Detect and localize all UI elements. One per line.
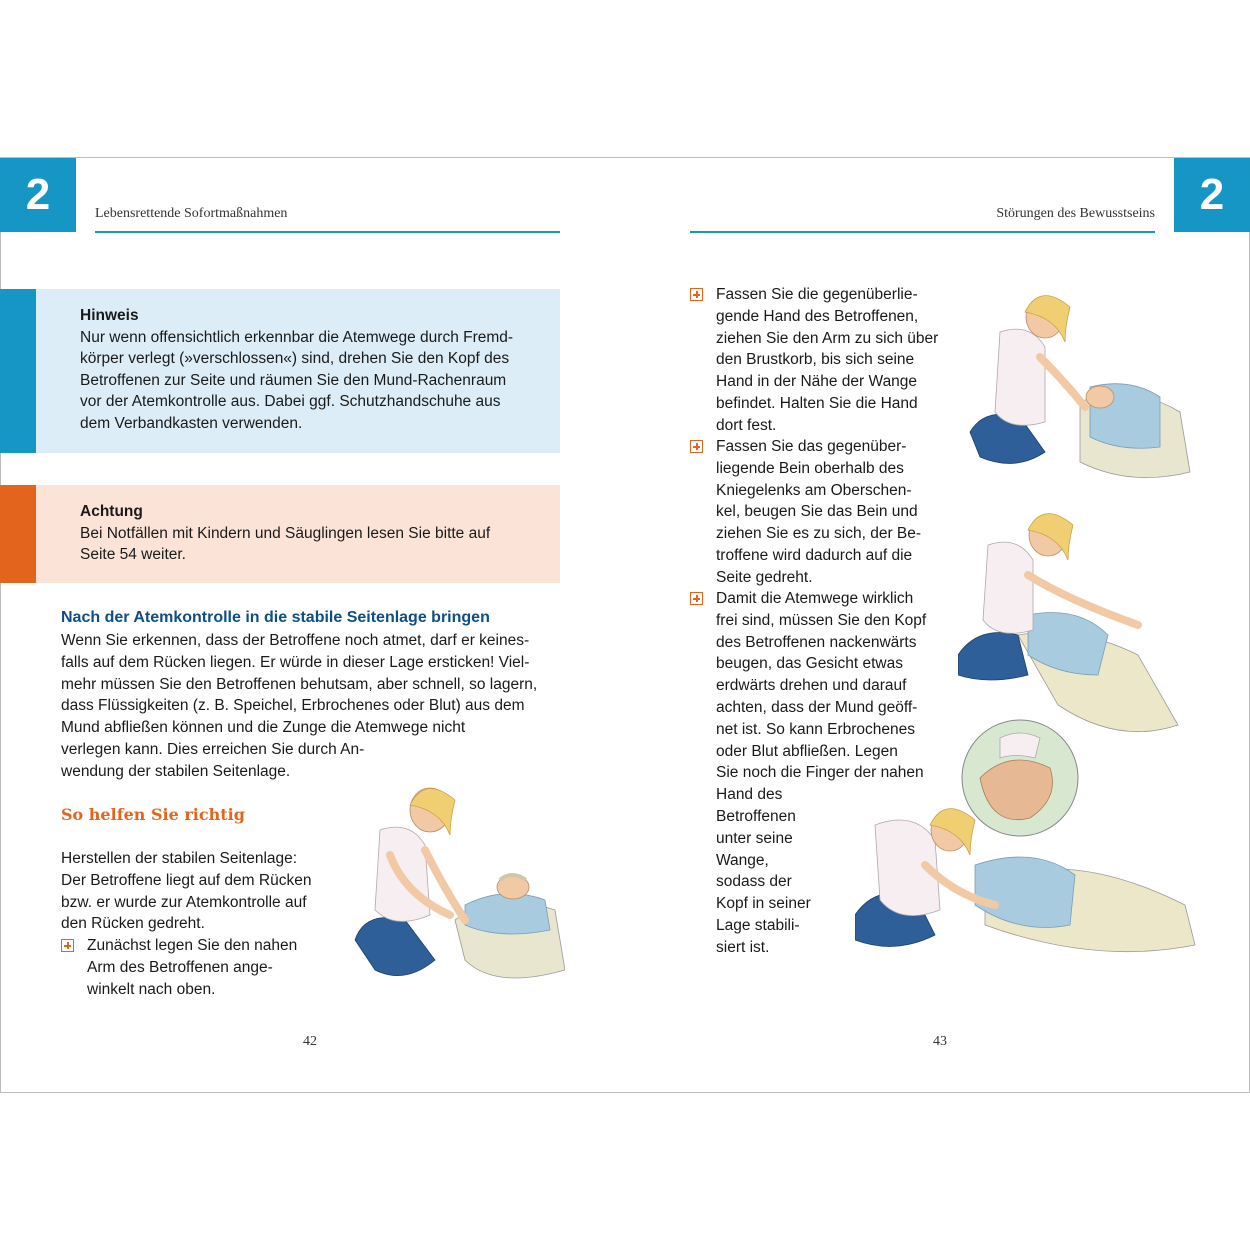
hinweis-content [80, 305, 540, 434]
achtung-bar [0, 485, 36, 583]
illustration-recovery-position [855, 805, 1205, 975]
bullet-line: liegende Bein oberhalb des [716, 459, 904, 477]
bullet-line: unter seine [716, 829, 793, 847]
hinweis-line: Betroffenen zur Seite und räumen Sie den Mund-Rachenraum [80, 371, 507, 389]
bullet-line: Fassen Sie die gegenüberlie- [716, 286, 918, 303]
plus-square-icon [61, 939, 74, 952]
bullet-line: kel, beugen Sie das Bein und [716, 503, 918, 521]
hinweis-line: körper verlegt (»verschlossen«) sind, drehen Sie den Kopf des [80, 350, 510, 367]
body-line: bzw. er wurde zur Atemkontrolle auf [61, 893, 307, 911]
page-number-right: 43 [933, 1034, 947, 1049]
body-line: Der Betroffene liegt auf dem Rücken [61, 871, 312, 889]
body-line: den Rücken gedreht. [61, 915, 205, 933]
achtung-box [0, 485, 560, 583]
section-heading: Nach der Atemkontrolle in die stabile Seitenlage bringen [61, 609, 490, 626]
bullet-line: gende Hand des Betroffenen, [716, 307, 919, 325]
running-head-left: Lebensrettende Sofortmaßnahmen [95, 206, 288, 221]
achtung-title: Achtung [80, 503, 143, 520]
body-line: dass Flüssigkeiten (z. B. Speichel, Erbrochenes oder Blut) aus dem [61, 697, 525, 715]
bullet-line: Hand des [716, 786, 783, 804]
bullet-line: Hand in der Nähe der Wange [716, 373, 918, 391]
hinweis-title: Hinweis [80, 307, 139, 324]
bullet-line: befindet. Halten Sie die Hand [716, 394, 918, 412]
illustration-kneeling-helper [335, 780, 565, 995]
bullet-line: Lage stabili- [716, 916, 800, 934]
bullet-line: Betroffenen [716, 807, 796, 825]
head-rule-left [95, 231, 560, 233]
body-line: Wenn Sie erkennen, dass der Betroffene noch atmet, darf er keines- [61, 632, 530, 649]
bullet-line: Seite gedreht. [716, 568, 813, 586]
body-line: Herstellen der stabilen Seitenlage: [61, 850, 298, 867]
bullet-line: Arm des Betroffenen ange- [87, 958, 273, 976]
bullet-line: achten, dass der Mund geöff- [716, 698, 918, 716]
hinweis-box [0, 289, 560, 453]
body-line: Mund abfließen können und die Zunge die Atemwege nicht [61, 719, 466, 737]
bullet-line: dort fest. [716, 416, 777, 434]
hinweis-line: Nur wenn offensichtlich erkennbar die Atemwege durch Fremd- [80, 328, 514, 346]
chapter-number-left: 2 [0, 158, 76, 232]
bullet-line: Damit die Atemwege wirklich [716, 590, 914, 607]
bullet-text [716, 284, 976, 437]
bullet-line: sodass der [716, 873, 792, 891]
body-line: mehr müssen Sie den Betroffenen behutsam, aber schnell, so lagern, [61, 675, 538, 693]
bullet-text [87, 935, 347, 1000]
bullet-line: Fassen Sie das gegenüber- [716, 438, 907, 455]
bullet-line: net ist. So kann Erbrochenes [716, 720, 916, 738]
bullet-line: Zunächst legen Sie den nahen [87, 937, 298, 954]
head-rule-right [690, 231, 1155, 233]
plus-square-icon [690, 288, 703, 301]
bullet-line: Kopf in seiner [716, 895, 811, 913]
plus-square-icon [690, 440, 703, 453]
bullet-line: Kniegelenks am Oberschen- [716, 481, 912, 499]
bullet-line: ziehen Sie es zu sich, der Be- [716, 525, 922, 543]
bullet-line: frei sind, müssen Sie den Kopf [716, 611, 927, 629]
bullet-line: winkelt nach oben. [87, 980, 216, 998]
bullet-line: den Brustkorb, bis sich seine [716, 351, 915, 369]
help-heading: So helfen Sie richtig [61, 805, 245, 824]
bullet-line: Wange, [716, 851, 769, 869]
bullet-line: beugen, das Gesicht etwas [716, 655, 903, 673]
bullet-line: des Betroffenen nackenwärts [716, 633, 917, 651]
help-body [61, 848, 341, 935]
bullet-line: erdwärts drehen und darauf [716, 677, 907, 695]
bullet-line: oder Blut abfließen. Legen [716, 742, 898, 760]
body-line: verlegen kann. Dies erreichen Sie durch An- [61, 740, 365, 758]
chapter-number-right: 2 [1174, 158, 1250, 232]
achtung-content [80, 501, 540, 566]
plus-square-icon [690, 592, 703, 605]
hinweis-line: dem Verbandkasten verwenden. [80, 414, 303, 432]
achtung-line: Seite 54 weiter. [80, 546, 186, 563]
running-head-right: Störungen des Bewusstseins [996, 206, 1155, 221]
body-line: wendung der stabilen Seitenlage. [61, 762, 291, 780]
bullet-line: siert ist. [716, 938, 770, 956]
bullet-text [716, 436, 976, 589]
bullet-line: Sie noch die Finger der nahen [716, 764, 924, 782]
page-number-left: 42 [303, 1034, 317, 1049]
illustration-arm-over-chest [960, 292, 1200, 492]
bullet-line: ziehen Sie den Arm zu sich über [716, 329, 939, 347]
hinweis-line: vor der Atemkontrolle aus. Dabei ggf. Schutzhandschuhe aus [80, 393, 501, 410]
body-line: falls auf dem Rücken liegen. Er würde in dieser Lage ersticken! Viel- [61, 653, 530, 671]
hinweis-bar [0, 289, 36, 453]
bullet-line: troffene wird dadurch auf die [716, 546, 913, 564]
section-body [61, 630, 561, 783]
achtung-line: Bei Notfällen mit Kindern und Säuglingen lesen Sie bitte auf [80, 524, 491, 542]
